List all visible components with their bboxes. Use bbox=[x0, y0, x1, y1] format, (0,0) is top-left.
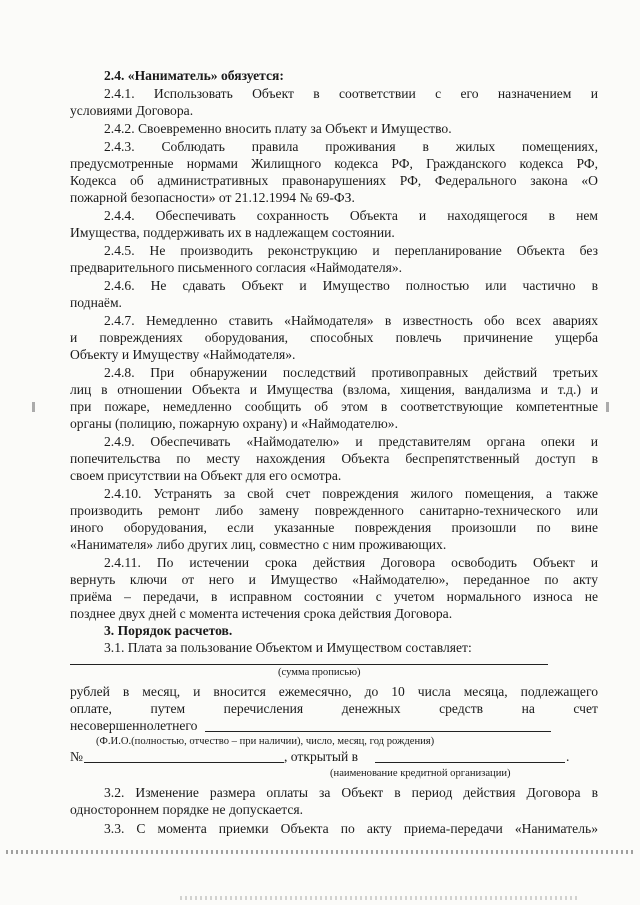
clause-2-4-11-line-1: 2.4.11. По истечении срока действия Договора освободить Объект и bbox=[104, 555, 598, 570]
word-monetary: денежных bbox=[341, 701, 401, 716]
payment-method-line bbox=[70, 701, 598, 717]
minor-name-fill-line bbox=[205, 731, 551, 732]
word-by-means: путем bbox=[150, 701, 186, 716]
clause-2-4-8-line-2: лиц в отношении Объекта и Имущества (взлома, хищения, вандализма и т.д.) и bbox=[70, 382, 598, 397]
clause-2-4-4-line-2: Имущества, поддерживать их в надлежащем состоянии. bbox=[70, 225, 395, 240]
clause-3-1-line-1: 3.1. Плата за пользование Объектом и Имуществом составляет: bbox=[104, 640, 472, 655]
clause-2-4-9-line-2: попечительства по месту нахождения Объекта беспрепятственный доступ в bbox=[70, 451, 598, 466]
scan-noise-strip-bottom bbox=[180, 896, 580, 900]
number-sign: № bbox=[70, 749, 83, 764]
account-number-fill-line bbox=[84, 762, 284, 763]
clause-2-4-9-line-3: своем присутствии на Объект для его осмотра. bbox=[70, 468, 342, 483]
clause-2-4-5-line-2: предварительного письменного согласия «Наймодателя». bbox=[70, 260, 403, 275]
clause-2-4-4-line-1: 2.4.4. Обеспечивать сохранность Объекта и находящегося в нем bbox=[104, 208, 598, 223]
bank-caption: (наименование кредитной организации) bbox=[330, 768, 511, 779]
section-heading-3: 3. Порядок расчетов. bbox=[104, 623, 233, 638]
word-payment: оплате, bbox=[70, 701, 112, 716]
scan-mark-left bbox=[32, 402, 35, 412]
scan-noise-strip bbox=[6, 850, 636, 854]
clause-2-4-1-line-2: условиями Договора. bbox=[70, 103, 194, 118]
clause-3-2-line-1: 3.2. Изменение размера оплаты за Объект в период действия Договора в bbox=[104, 785, 598, 800]
clause-2-4-7-line-1: 2.4.7. Немедленно ставить «Наймодателя» в известность обо всех авариях bbox=[104, 313, 598, 328]
clause-2-4-1-line-1: 2.4.1. Использовать Объект в соответствии с его назначением и bbox=[104, 86, 598, 101]
payment-rubles-line: рублей в месяц, и вносится ежемесячно, до 10 числа месяца, подлежащего bbox=[70, 684, 598, 699]
clause-2-4-7-line-3: Объекту и Имуществу «Наймодателя». bbox=[70, 347, 296, 362]
word-transfer: перечисления bbox=[223, 701, 304, 716]
clause-2-4-5-line-1: 2.4.5. Не производить реконструкцию и перепланирование Объекта без bbox=[104, 243, 598, 258]
clause-2-4-6-line-1: 2.4.6. Не сдавать Объект и Имущество полностью или частично в bbox=[104, 278, 598, 293]
bank-fill-line bbox=[375, 762, 565, 763]
clause-2-4-10-line-3: иного оборудования, если указанные повреждения произошли по вине bbox=[70, 520, 598, 535]
clause-3-2-line-2: одностороннем порядке не допускается. bbox=[70, 802, 304, 817]
clause-2-4-10-line-4: «Нанимателя» либо других лиц, совместно с ним проживающих. bbox=[70, 537, 447, 552]
clause-2-4-3-line-3: Кодекса об административных правонарушениях РФ, Федерального закона «О bbox=[70, 173, 598, 188]
amount-caption: (сумма прописью) bbox=[278, 667, 361, 678]
minor-label: несовершеннолетнего bbox=[70, 718, 198, 733]
scan-mark-right bbox=[606, 402, 609, 412]
clause-2-4-8-line-3: при пожаре, немедленно сообщить об этом в соответствующие компетентные bbox=[70, 399, 598, 414]
clause-2-4-11-line-3: приёма – передачи, в исправном состоянии с учетом нормального износа не bbox=[70, 589, 598, 604]
clause-2-4-8-line-4: органы (полицию, пожарную охрану) и «Наймодателю». bbox=[70, 416, 398, 431]
clause-2-4-11-line-4: позднее двух дней с момента истечения срока действия Договора. bbox=[70, 606, 453, 621]
clause-2-4-7-line-2: и повреждениях оборудования, способных повлечь причинение ущерба bbox=[70, 330, 598, 345]
clause-2-4-10-line-2: производить ремонт либо замену поврежденного санитарно-технического или bbox=[70, 503, 598, 518]
word-account: счет bbox=[573, 701, 598, 716]
clause-2-4-11-line-2: вернуть ключи от него и Имущество «Наймодателю», переданное по акту bbox=[70, 572, 598, 587]
clause-2-4-6-line-2: поднаём. bbox=[70, 295, 122, 310]
clause-2-4-3-line-4: пожарной безопасности» от 21.12.1994 № 69-ФЗ. bbox=[70, 190, 355, 205]
clause-2-4-10-line-1: 2.4.10. Устранять за свой счет повреждения жилого помещения, а также bbox=[104, 486, 598, 501]
clause-2-4-9-line-1: 2.4.9. Обеспечивать «Наймодателю» и представителям органа опеки и bbox=[104, 434, 598, 449]
amount-fill-line bbox=[70, 664, 548, 665]
clause-2-4-8-line-1: 2.4.8. При обнаружении последствий противоправных действий третьих bbox=[104, 365, 598, 380]
person-caption: (Ф.И.О.(полностью, отчество – при наличии), число, месяц, год рождения) bbox=[96, 736, 435, 747]
opened-in-text: , открытый в bbox=[284, 749, 359, 764]
section-heading-2-4: 2.4. «Наниматель» обязуется: bbox=[104, 68, 284, 83]
clause-2-4-2-line-1: 2.4.2. Своевременно вносить плату за Объект и Имущество. bbox=[104, 121, 452, 136]
clause-3-3-line-1: 3.3. С момента приемки Объекта по акту приема-передачи «Наниматель» bbox=[104, 821, 598, 836]
word-to: на bbox=[521, 701, 535, 716]
account-period: . bbox=[566, 749, 570, 764]
clause-2-4-3-line-1: 2.4.3. Соблюдать правила проживания в жилых помещениях, bbox=[104, 139, 598, 154]
word-funds: средств bbox=[439, 701, 484, 716]
clause-2-4-3-line-2: предусмотренные нормами Жилищного кодекса РФ, Гражданского кодекса РФ, bbox=[70, 156, 598, 171]
